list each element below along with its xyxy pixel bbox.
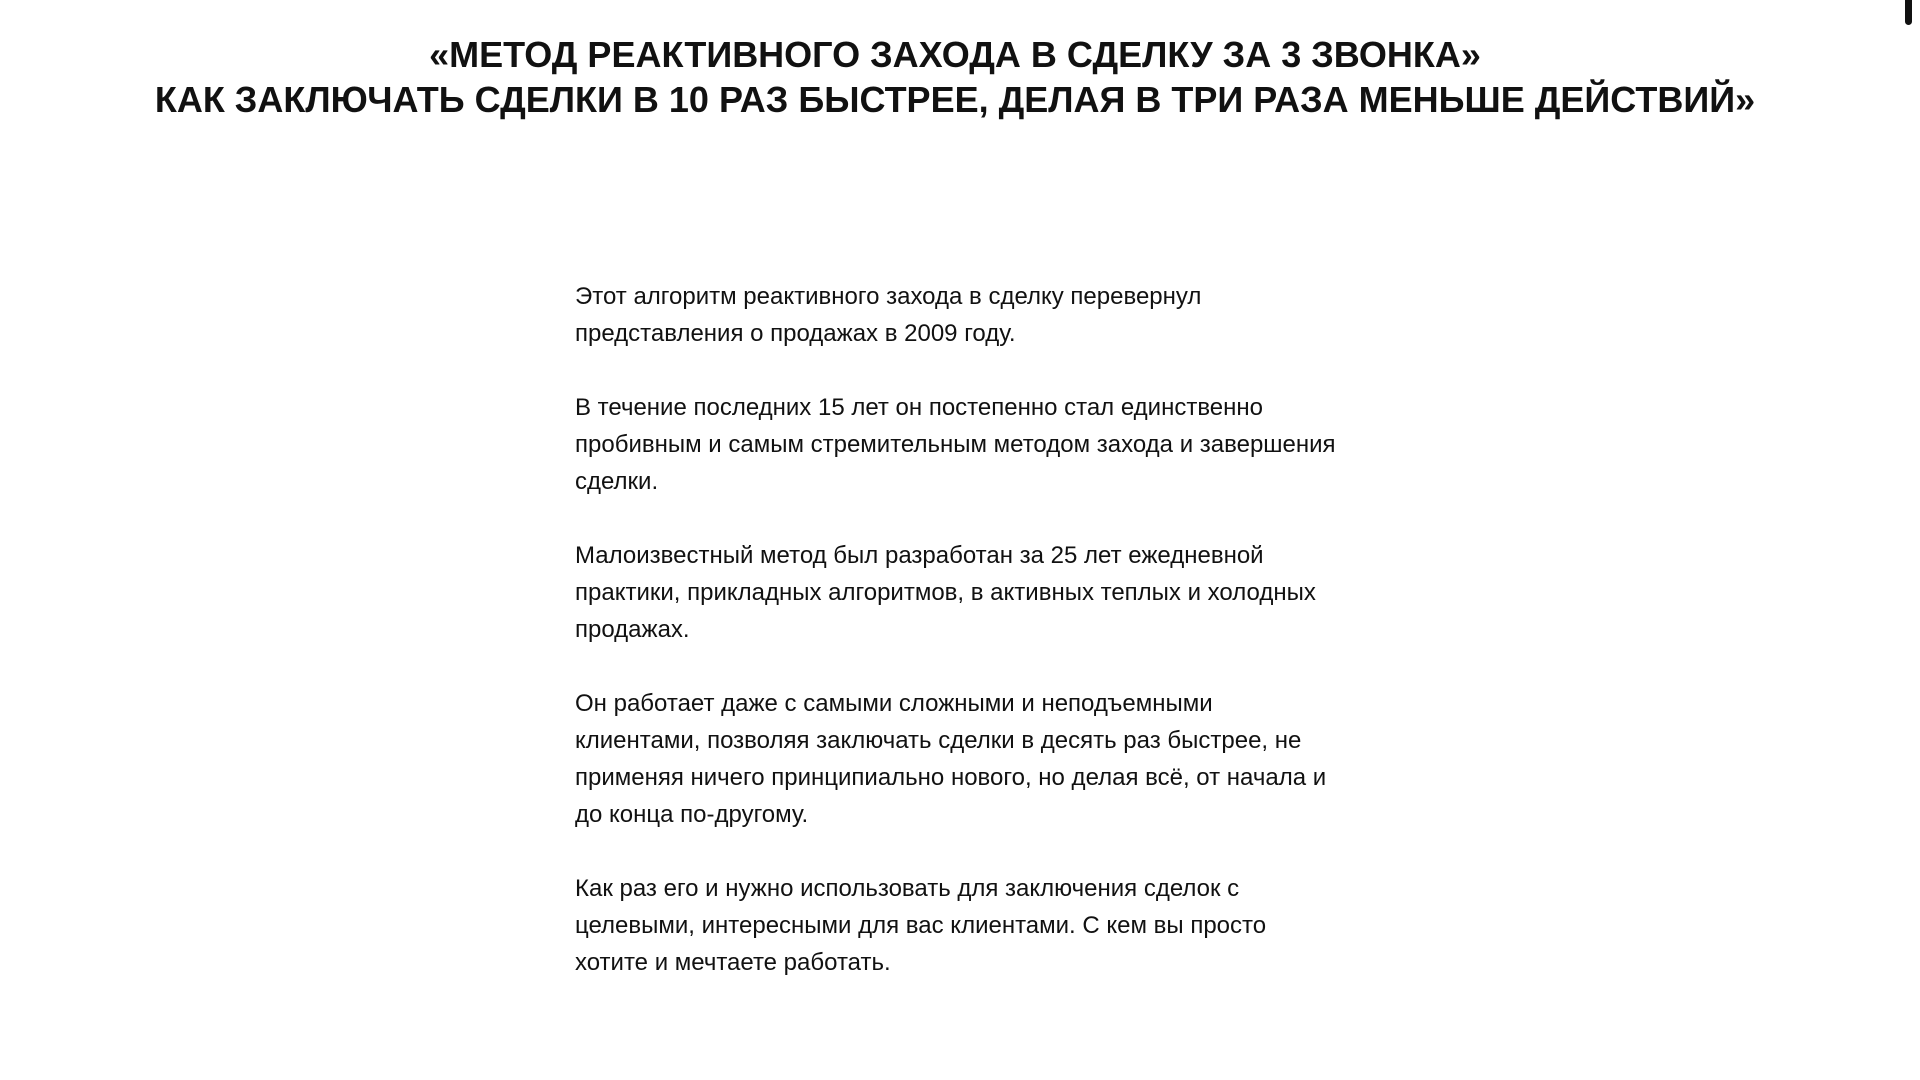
scrollbar-thumb[interactable] [1905,0,1912,25]
article-body [575,278,1345,1018]
title-line-1: «МЕТОД РЕАКТИВНОГО ЗАХОДА В СДЕЛКУ ЗА 3 ЗВОНКА» [429,34,1481,75]
title-line-2: КАК ЗАКЛЮЧАТЬ СДЕЛКИ В 10 РАЗ БЫСТРЕЕ, ДЕЛАЯ В ТРИ РАЗА МЕНЬШЕ ДЕЙСТВИЙ» [154,79,1756,120]
paragraph-2: В течение последних 15 лет он постепенно стал единственно пробивным и самым стремительным методом захода и завершения сделки. [575,394,1336,495]
paragraph-4: Он работает даже с самыми сложными и неподъемными клиентами, позволяя заключать сделки в десять раз быстрее, не применяя ничего принципиально нового, но делая всё, от начала и до конца по-другому. [575,690,1327,828]
paragraph-3: Малоизвестный метод был разработан за 25 лет ежедневной практики, прикладных алгоритмов, в активных теплых и холодных продажах. [575,542,1316,643]
page-title [0,32,1910,122]
paragraph-5: Как раз его и нужно использовать для заключения сделок с целевыми, интересными для вас клиентами. С кем вы просто хотите и мечтаете работать. [575,875,1267,976]
paragraph-1: Этот алгоритм реактивного захода в сделку перевернул представления о продажах в 2009 году. [575,283,1202,347]
